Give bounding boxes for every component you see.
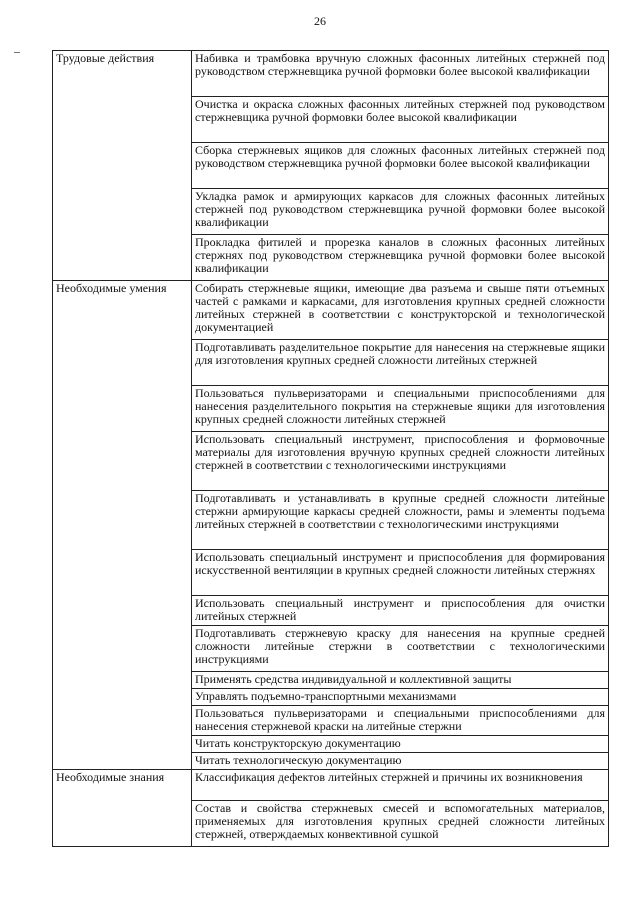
table-cell: Набивка и трамбовка вручную сложных фасонных литейных стержней под руководством стержневщика ручной формовки более высокой квалификации [192,51,609,97]
table-row [53,51,609,97]
section-label-labor-actions: Трудовые действия [53,51,192,281]
table-cell: Подготавливать и устанавливать в крупные средней сложности литейные стержни армирующие каркасы средней сложности, рамы и элементы подъема литейных стержней в соответствии с технологическими инструкциями [192,491,609,550]
table-cell: Использовать специальный инструмент и приспособления для формирования искусственной вентиляции в крупных средней сложности литейных стержнях [192,550,609,596]
table-cell: Читать технологическую документацию [192,753,609,770]
table-cell: Очистка и окраска сложных фасонных литейных стержней под руководством стержневщика ручной формовки более высокой квалификации [192,97,609,143]
table-cell: Пользоваться пульверизаторами и специальными приспособлениями для нанесения разделительного покрытия на стержневые ящики для изготовления крупных средней сложности литейных стержней [192,386,609,432]
section-label-required-knowledge: Необходимые знания [53,770,192,847]
table-cell: Классификация дефектов литейных стержней и причины их возникновения [192,770,609,801]
table-row [53,770,609,801]
section-label-required-skills: Необходимые умения [53,281,192,770]
page-number: 26 [314,14,326,28]
table-cell: Использовать специальный инструмент, приспособления и формовочные материалы для изготовления вручную крупных средней сложности литейных стержней в соответствии с технологическими инструкциями [192,432,609,491]
margin-mark [14,52,20,53]
table-cell: Читать конструкторскую документацию [192,736,609,753]
table-cell: Состав и свойства стержневых смесей и вспомогательных материалов, применяемых для изготовления крупных средней сложности литейных стержней, отверждаемых конвективной сушкой [192,801,609,847]
table-row [53,281,609,340]
table-cell: Подготавливать разделительное покрытие для нанесения на стержневые ящики для изготовления крупных средней сложности литейных стержней [192,340,609,386]
table-cell: Укладка рамок и армирующих каркасов для сложных фасонных литейных стержней под руководством стержневщика ручной формовки более высокой квалификации [192,189,609,235]
table-cell: Сборка стержневых ящиков для сложных фасонных литейных стержней под руководством стержневщика ручной формовки более высокой квалификации [192,143,609,189]
competency-table [52,50,609,847]
table-cell: Применять средства индивидуальной и коллективной защиты [192,672,609,689]
table-cell: Пользоваться пульверизаторами и специальными приспособлениями для нанесения стержневой краски на литейные стержни [192,706,609,736]
table-cell: Прокладка фитилей и прорезка каналов в сложных фасонных литейных стержнях под руководством стержневщика ручной формовки более высокой квалификации [192,235,609,281]
table-cell: Использовать специальный инструмент и приспособления для очистки литейных стержней [192,596,609,626]
table-cell: Подготавливать стержневую краску для нанесения на крупные средней сложности литейные стержни в соответствии с технологическими инструкциями [192,626,609,672]
table-cell: Собирать стержневые ящики, имеющие два разъема и свыше пяти отъемных частей с рамками и каркасами, для изготовления крупных средней сложности литейных стержней в соответствии с конструкторской и технологической документацией [192,281,609,340]
table-cell: Управлять подъемно-транспортными механизмами [192,689,609,706]
